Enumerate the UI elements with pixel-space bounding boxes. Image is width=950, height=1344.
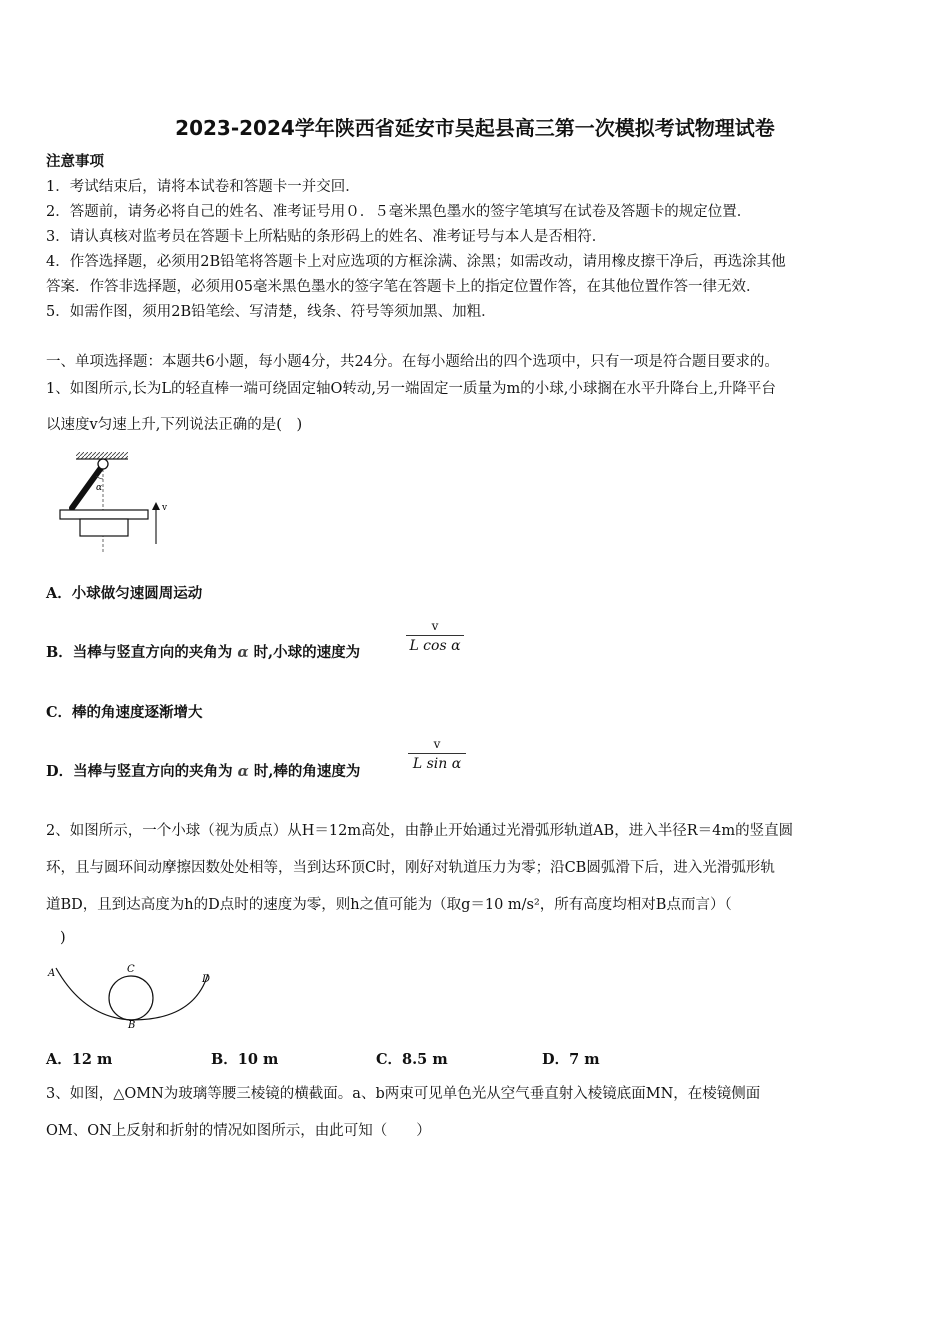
pivot-o — [98, 459, 108, 469]
q2-option-a[interactable]: A．12 m — [46, 1051, 113, 1068]
fraction-denominator: L cos α — [409, 638, 461, 654]
point-c-label: C — [127, 964, 135, 975]
q2-option-c[interactable]: C．8.5 m — [376, 1051, 448, 1068]
notice-item: 2．答题前，请务必将自己的姓名、准考证号用０．５毫米黑色墨水的签字笔填写在试卷及答题卡的规定位置． — [46, 204, 752, 220]
page-title: 2023-2024学年陕西省延安市吴起县高三第一次模拟考试物理试卷 — [175, 116, 775, 140]
lift-platform — [60, 510, 148, 519]
notice-heading: 注意事项 — [46, 153, 104, 170]
fraction-denominator: L sin α — [412, 756, 462, 772]
q2-stem-line1: 2、如图所示，一个小球（视为质点）从H＝12m高处，由静止开始通过光滑弧形轨道AB，进入半径R＝4m的竖直圆 — [46, 823, 794, 839]
q2-option-d[interactable]: D．7 m — [542, 1051, 600, 1068]
q1-option-b[interactable] — [46, 641, 360, 662]
q1-option-d-fraction — [408, 737, 466, 772]
vertical-loop — [109, 976, 153, 1020]
velocity-label: v — [162, 503, 168, 513]
q2-stem-line3: 道BD，且到达高度为h的D点时的速度为零，则h之值可能为（取g＝10 m/s²，所有高度均相对B点而言）（ — [46, 897, 732, 913]
q3-stem-line1: 3、如图，△OMN为玻璃等腰三棱镜的横截面。a、b两束可见单色光从空气垂直射入棱镜底面MN，在棱镜侧面 — [46, 1086, 761, 1102]
section-heading: 一、单项选择题：本题共6小题，每小题4分，共24分。在每小题给出的四个选项中，只有一项是符合题目要求的。 — [46, 354, 779, 370]
q1-option-b-tail: 时,小球的速度为 — [253, 644, 361, 661]
q1-option-d-tail: 时,棒的角速度为 — [253, 763, 361, 780]
notice-item: 答案．作答非选择题，必须用05毫米黑色墨水的签字笔在答题卡上的指定位置作答，在其他位置作答一律无效． — [46, 279, 761, 295]
notice-item: 4．作答选择题，必须用2B铅笔将答题卡上对应选项的方框涂满、涂黑；如需改动，请用橡皮擦干净后，再选涂其他 — [46, 254, 786, 270]
lift-base — [80, 519, 128, 536]
point-a-label: A — [48, 968, 56, 979]
notice-item: 3．请认真核对监考员在答题卡上所粘贴的条形码上的姓名、准考证号与本人是否相符． — [46, 229, 607, 245]
q2-option-b[interactable]: B．10 m — [211, 1051, 279, 1068]
fraction-numerator: v — [408, 737, 466, 754]
q1-option-c[interactable]: C．棒的角速度逐渐增大 — [46, 704, 203, 721]
q1-option-b-fraction — [406, 619, 464, 654]
ceiling-support — [76, 452, 128, 459]
q1-figure — [56, 448, 186, 558]
q1-option-d[interactable] — [46, 760, 360, 781]
notice-item: 5．如需作图，须用2B铅笔绘、写清楚，线条、符号等须加黑、加粗． — [46, 304, 496, 320]
point-d-label: D — [202, 974, 211, 985]
notice-item: 1．考试结束后，请将本试卷和答题卡一并交回． — [46, 179, 360, 195]
q3-stem-line2: OM、ON上反射和折射的情况如图所示，由此可知（ ） — [46, 1123, 431, 1139]
q1-option-d-label: D．当棒与竖直方向的夹角为 — [46, 763, 233, 780]
q1-option-a[interactable]: A．小球做匀速圆周运动 — [46, 585, 203, 602]
fraction-numerator: v — [406, 619, 464, 636]
q2-stem-line4: ) — [60, 930, 66, 946]
alpha-symbol: α — [237, 644, 249, 661]
q2-figure — [44, 960, 224, 1032]
q1-option-b-label: B．当棒与竖直方向的夹角为 — [46, 644, 233, 661]
alpha-label: α — [96, 483, 103, 493]
point-b-label: B — [128, 1020, 136, 1031]
q1-stem-line1: 1、如图所示,长为L的轻直棒一端可绕固定轴O转动,另一端固定一质量为m的小球,小球搁在水平升降台上,升降平台 — [46, 381, 776, 397]
q1-stem-line2: 以速度v匀速上升,下列说法正确的是( ) — [46, 417, 303, 433]
q2-stem-line2: 环，且与圆环间动摩擦因数处处相等，当到达环顶C时，刚好对轨道压力为零；沿CB圆弧滑下后，进入光滑弧形轨 — [46, 860, 775, 876]
alpha-symbol: α — [237, 763, 249, 780]
